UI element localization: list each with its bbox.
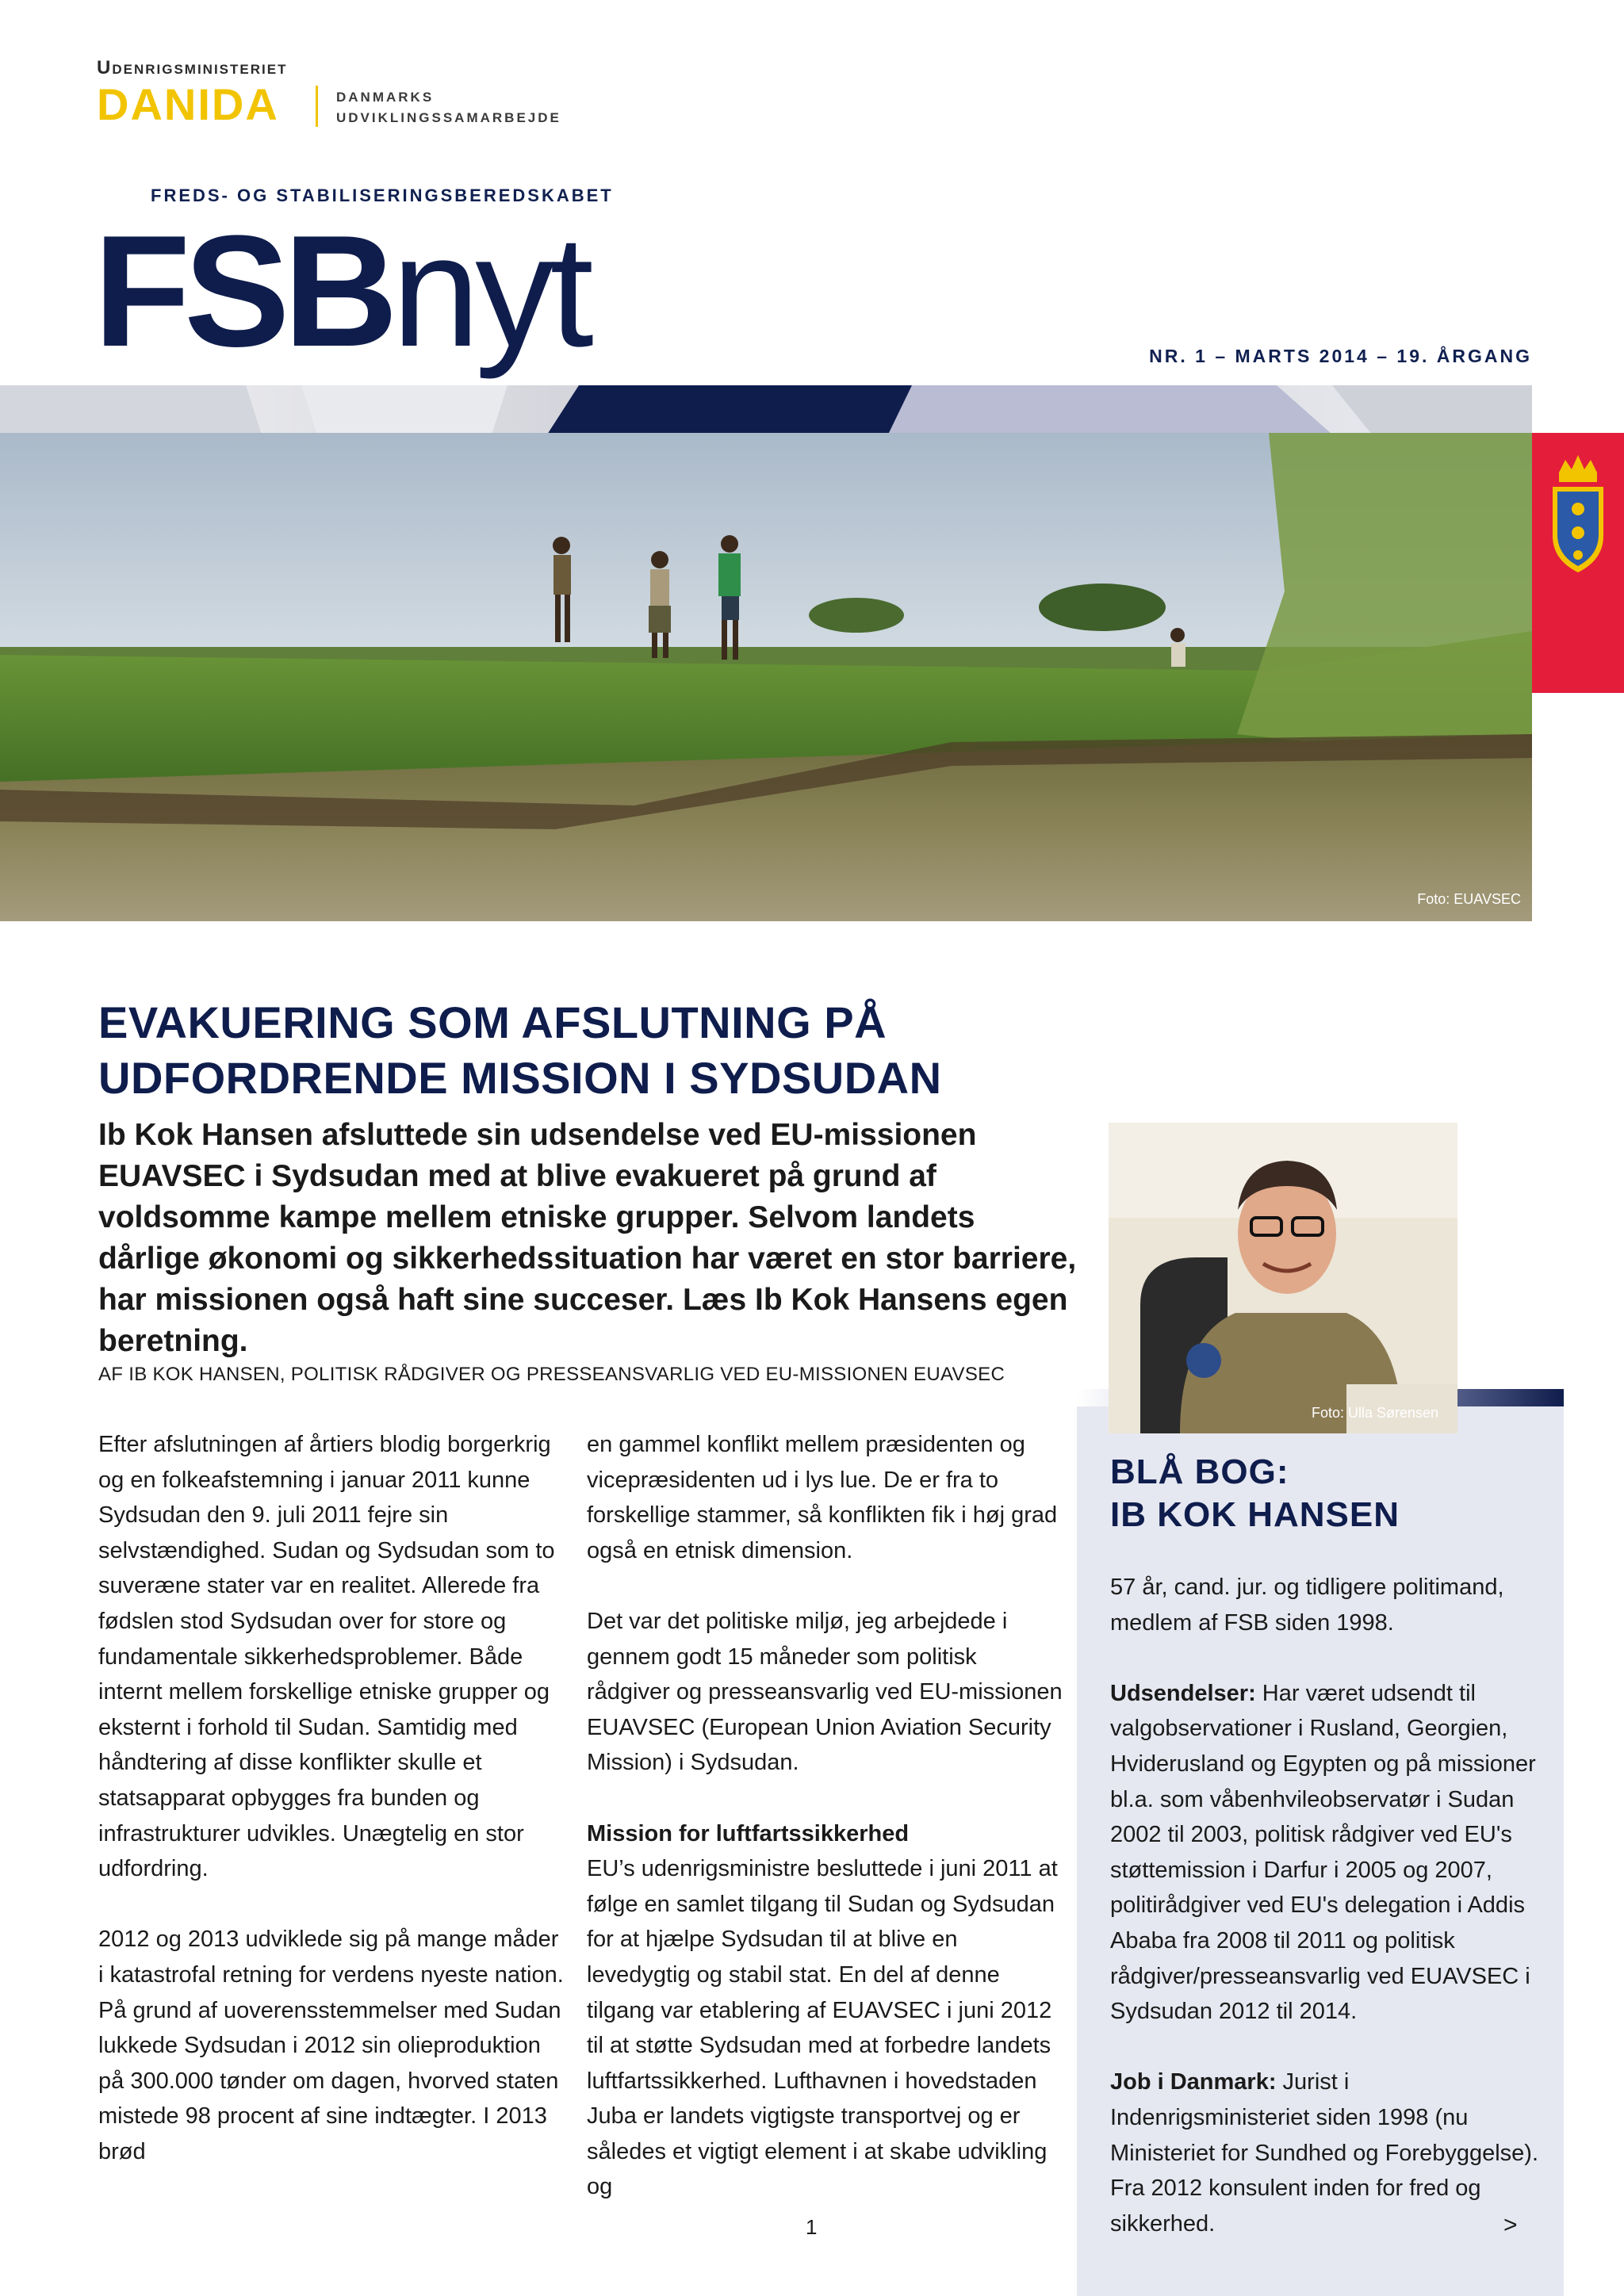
paragraph: Det var det politiske miljø, jeg arbejdede i gennem godt 15 måneder som politisk rådgiver og presseansvarlig ved EU-missionen EUAVSEC (European Union Aviation Security Mission) i Sydsudan. bbox=[587, 1608, 1063, 1776]
bio-text: Jurist i Indenrigsministeriet siden 1998 (nu Ministeriet for Sundhed og Forebyggelse). Fra 2012 konsulent inden for fred og sikkerhed. bbox=[1110, 2069, 1539, 2237]
title-light-part: nyt bbox=[392, 203, 589, 380]
page-number: 1 bbox=[806, 2215, 818, 2239]
paragraph: EU’s udenrigsministre besluttede i juni 2011 at følge en samlet tilgang til Sudan og Sydsudan for at hjælpe Sydsudan til at blive en levedygtig og stabil stat. En del af denne tilgang var etablering af EUAVSEC i juni 2012 til at støtte Sydsudan med at forbedre landets luftfartssikkerhed. Lufthavnen i hovedstaden Juba er landets vigtigste transportvej og er således et vigtigt element i at skabe udvikling og bbox=[587, 1856, 1058, 2200]
bio-label: Job i Danmark: bbox=[1110, 2069, 1277, 2095]
issue-info: NR. 1 – MARTS 2014 – 19. ÅRGANG bbox=[1149, 346, 1532, 366]
title-bold-part: FSB bbox=[94, 203, 392, 380]
bio-title-line-2: IB KOK HANSEN bbox=[1110, 1495, 1400, 1534]
paragraph: 2012 og 2013 udviklede sig på mange måder i katastrofal retning for verdens nyeste nation. På grund af uoverensstemmelser med Sudan lukkede Sydsudan i 2012 sin olieproduktion på 300.000 tønder om dagen, hvorved staten mistede 98 procent af sine indtægter. I 2013 brød bbox=[98, 1927, 564, 2164]
bio-title-line-1: BLÅ BOG: bbox=[1110, 1452, 1289, 1491]
bio-job bbox=[1110, 2064, 1538, 2241]
article-byline: AF IB KOK HANSEN, POLITISK RÅDGIVER OG PRESSEANSVARLIG VED EU-MISSIONEN EUAVSEC bbox=[98, 1364, 1005, 1385]
logo-divider bbox=[316, 86, 318, 127]
bio-title bbox=[1110, 1451, 1400, 1536]
newsletter-title bbox=[94, 203, 589, 380]
decorative-banner bbox=[0, 385, 1532, 434]
portrait-illustration bbox=[1109, 1123, 1457, 1433]
bio-deployments bbox=[1110, 1676, 1538, 2030]
bio-intro: 57 år, cand. jur. og tidligere politimand, medlem af FSB siden 1998. bbox=[1110, 1575, 1504, 1636]
bio-body bbox=[1110, 1570, 1538, 2277]
cover-photo bbox=[0, 433, 1532, 921]
portrait-credit: Foto: Ulla Sørensen bbox=[1312, 1405, 1439, 1421]
next-page-arrow[interactable]: > bbox=[1503, 2212, 1518, 2238]
photo-credit: Foto: EUAVSEC bbox=[1417, 891, 1521, 907]
article-lede: Ib Kok Hansen afsluttede sin udsendelse ved EU-missionen EUAVSEC i Sydsudan med at blive evakueret på grund af voldsomme kampe mellem etniske grupper. Selvom landets dårlige økonomi og sikkerhedssituation har været en stor barriere, har missionen også haft sine succeser. Læs Ib Kok Hansens egen beretning. bbox=[98, 1118, 1077, 1358]
river-landscape-illustration bbox=[0, 433, 1532, 921]
ministry-name: Udenrigsministeriet bbox=[97, 57, 288, 78]
article-column-1 bbox=[98, 1427, 566, 2205]
article-column-2 bbox=[587, 1427, 1063, 2241]
bio-label: Udsendelser: bbox=[1110, 1680, 1256, 1706]
headline-line-2: UDFORDRENDE MISSION I SYDSUDAN bbox=[98, 1053, 942, 1103]
danida-subtitle-line-1: DANMARKS bbox=[336, 90, 435, 105]
portrait-photo bbox=[1109, 1123, 1457, 1433]
danida-subtitle-line-2: UDVIKLINGSSAMARBEJDE bbox=[336, 110, 561, 125]
paragraph: Efter afslutningen af årtiers blodig borgerkrig og en folkeafstemning i januar 2011 kunne Sydsudan den 9. juli 2011 fejre sin selvstændighed. Sudan og Sydsudan som to suveræne stater var en realitet. Allerede fra fødslen stod Sydsudan over for store og fundamentale sikkerhedsproblemer. Både internt mellem forskellige etniske grupper og eksternt i forhold til Sudan. Samtidig med håndtering af disse konflikter skulle et statsapparat opbygges fra bunden og infrastrukturer udvikles. Unægtelig en stor udfordring. bbox=[98, 1432, 555, 1882]
headline-line-1: EVAKUERING SOM AFSLUTNING PÅ bbox=[98, 997, 887, 1047]
section-kicker: FREDS- OG STABILISERINGSBEREDSKABET bbox=[151, 186, 614, 205]
danish-coat-of-arms-icon bbox=[1542, 449, 1614, 582]
danida-logo: DANIDA bbox=[97, 79, 279, 129]
subheading: Mission for luftfartssikkerhed bbox=[587, 1820, 910, 1846]
bio-text: Har været udsendt til valgobservationer i Rusland, Georgien, Hviderusland og Egypten og på missioner bl.a. som våbenhvileobservatør i Sudan 2002 til 2003, politisk rådgiver ved EU's støttemission i Darfur i 2005 og 2007, politirådgiver ved EU's delegation i Addis Ababa fra 2008 til 2011 og politisk rådgiver/presseansvarlig ved EUAVSEC i Sydsudan 2012 til 2014. bbox=[1110, 1680, 1536, 2025]
paragraph: en gammel konflikt mellem præsidenten og vicepræsidenten ud i lys lue. De er fra to forskellige stammer, så konflikten fik i høj grad også en etnisk dimension. bbox=[587, 1432, 1058, 1563]
danida-subtitle bbox=[336, 87, 561, 128]
article-headline bbox=[98, 995, 1129, 1106]
